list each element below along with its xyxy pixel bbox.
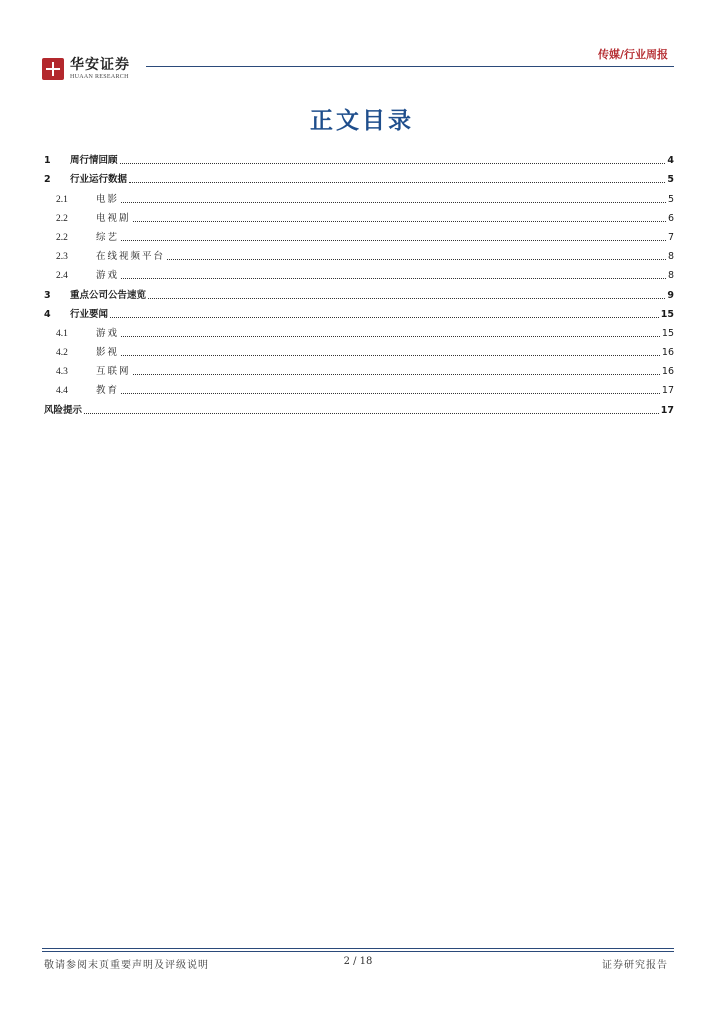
toc-entry-page: 9 [667,289,674,301]
toc-entry-number: 2 [44,174,51,186]
toc-entry-number: 4.3 [56,367,68,378]
company-logo [42,58,130,82]
toc-entry[interactable] [44,225,674,244]
toc-dot-leader [121,393,660,394]
toc-dot-leader [120,163,666,164]
toc-dot-leader [84,413,659,414]
toc-entry-number: 2.1 [56,194,68,205]
toc-entry-label: 风险提示 [44,404,83,416]
toc-entry-page: 17 [660,404,674,416]
toc-entry[interactable] [44,378,674,397]
toc-entry-label: 电视剧 [96,212,131,224]
toc-entry-page: 8 [667,270,674,282]
toc-dot-leader [121,240,666,241]
toc-entry-number: 4 [44,308,51,320]
toc-entry-label: 影视 [96,347,120,359]
footer-rule-thin [42,951,674,952]
toc-entry[interactable] [44,282,674,301]
logo-seal-icon [42,58,64,80]
toc-entry[interactable] [44,359,674,378]
toc-entry[interactable] [44,148,674,167]
toc-dot-leader [121,202,666,203]
toc-entry-page: 17 [661,385,674,397]
toc-entry[interactable] [44,186,674,205]
toc-dot-leader [129,182,665,183]
toc-entry-label: 行业要闻 [70,308,109,320]
toc-dot-leader [133,221,666,222]
toc-entry-number: 4.2 [56,348,68,359]
toc-dot-leader [148,298,665,299]
footer-report-type: 证券研究报告 [602,960,668,971]
toc-entry-page: 8 [667,251,674,263]
toc-entry[interactable] [44,321,674,340]
page-title: 正文目录 [310,108,414,134]
toc-entry-number: 2.3 [56,252,68,263]
toc-entry-page: 7 [667,231,674,243]
toc-entry-page: 4 [667,155,674,167]
toc-entry-label: 在线视频平台 [96,251,166,263]
toc-entry[interactable] [44,397,674,416]
toc-entry-label: 教育 [96,385,120,397]
toc-entry-label: 行业运行数据 [70,174,128,186]
toc-dot-leader [121,336,660,337]
table-of-contents [44,148,674,417]
header-rule [146,66,674,67]
toc-entry-label: 电影 [96,193,120,205]
toc-entry[interactable] [44,206,674,225]
logo-english-name: HUAAN RESEARCH [70,74,129,80]
footer-rule [42,948,674,949]
toc-dot-leader [167,259,666,260]
toc-entry-label: 周行情回顾 [70,155,118,167]
toc-entry-number: 2.2 [56,213,68,224]
toc-entry[interactable] [44,167,674,186]
toc-entry-number: 4.4 [56,386,68,397]
toc-entry-number: 2.4 [56,271,68,282]
toc-entry-number: 1 [44,155,51,167]
toc-entry-label: 互联网 [96,366,131,378]
toc-dot-leader [133,374,660,375]
page-number: 2 / 18 [343,956,373,967]
toc-entry[interactable] [44,340,674,359]
toc-entry-label: 重点公司公告速览 [70,289,147,301]
toc-entry[interactable] [44,302,674,321]
toc-entry-label: 游戏 [96,327,120,339]
toc-entry-page: 15 [660,308,674,320]
logo-chinese-name: 华安证券 [70,57,130,73]
toc-entry[interactable] [44,244,674,263]
toc-entry-page: 5 [667,193,674,205]
toc-entry-label: 游戏 [96,270,120,282]
footer-disclaimer: 敬请参阅末页重要声明及评级说明 [44,960,209,971]
toc-entry[interactable] [44,263,674,282]
toc-dot-leader [110,317,659,318]
toc-dot-leader [121,355,660,356]
toc-dot-leader [121,278,666,279]
report-category: 传媒/行业周报 [597,48,668,61]
toc-entry-page: 16 [661,347,674,359]
toc-entry-page: 6 [667,212,674,224]
toc-entry-label: 综艺 [96,231,120,243]
toc-entry-number: 2.2 [56,232,68,243]
page-header [42,40,674,84]
toc-entry-page: 5 [667,174,674,186]
toc-entry-page: 15 [661,327,674,339]
toc-entry-number: 4.1 [56,328,68,339]
toc-entry-number: 3 [44,289,51,301]
toc-entry-page: 16 [661,366,674,378]
